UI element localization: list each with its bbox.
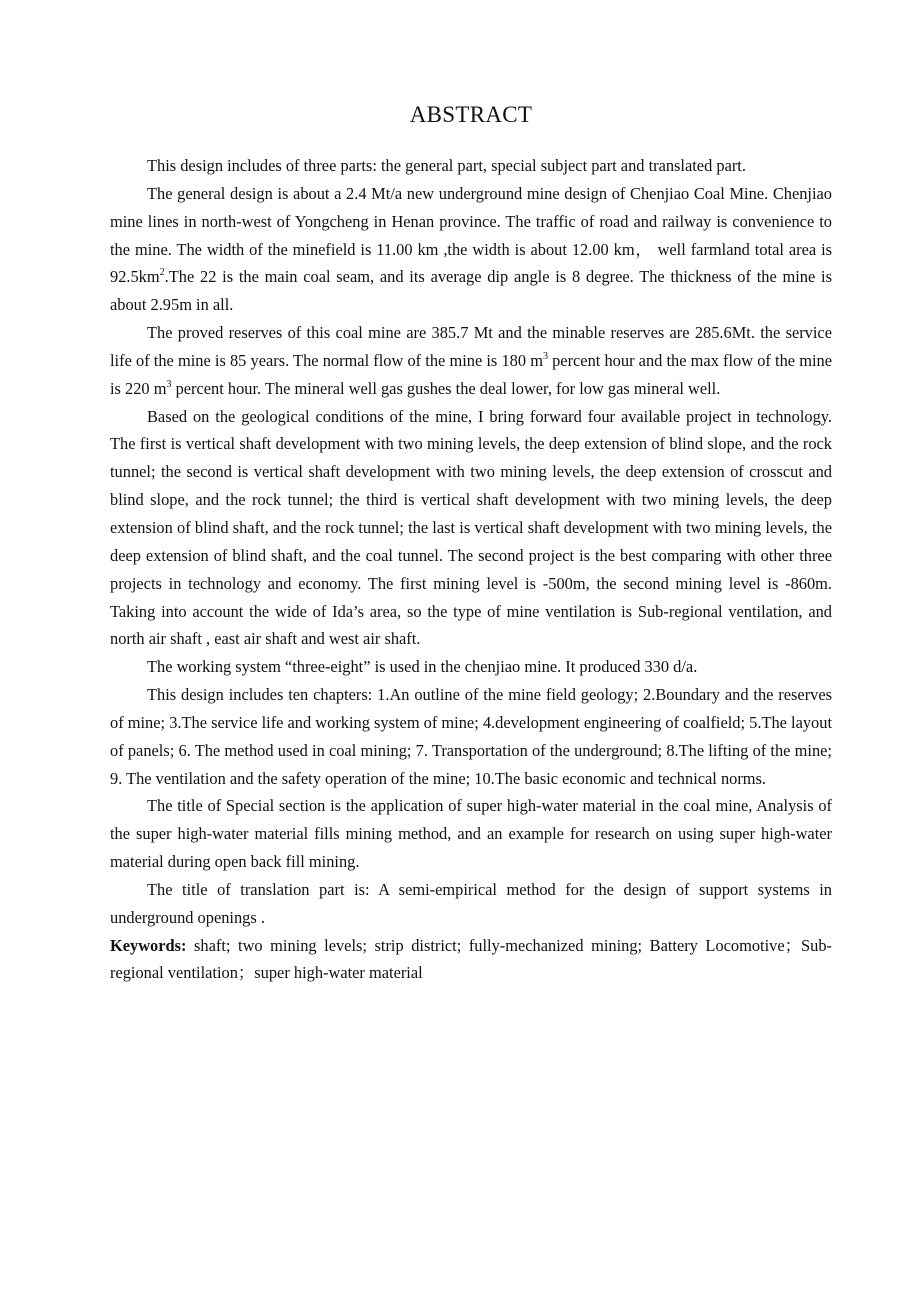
superscript-area-unit: 2 (159, 267, 165, 279)
abstract-page (110, 100, 832, 987)
paragraph-translation (110, 876, 832, 932)
paragraph-working-system (110, 653, 832, 681)
paragraph-chapters-text: This design includes ten chapters: 1.An outline of the mine field geology; 2.Boundary and the reserves of mine; 3.The service life and working system of mine; 4.development engineering of coalfield; 5.The layout of panels; 6. The method used in coal mining; 7. Transportation of the underground; 8.The lifting of the mine; 9. The ventilation and the safety operation of the mine; 10.The basic economic and technical norms. (110, 685, 832, 788)
paragraph-chapters (110, 681, 832, 792)
superscript-volume-unit-1: 3 (542, 350, 548, 362)
superscript-volume-unit-2: 3 (166, 378, 172, 390)
paragraph-general-design (110, 180, 832, 319)
paragraph-special-section-text: The title of Special section is the application of super high-water material in the coal mine, Analysis of the super high-water material fills mining method, and an example for research on using super high-water material during open back fill mining. (110, 796, 832, 872)
paragraph-special-section (110, 792, 832, 876)
paragraph-reserves-text-b: percent hour and the max flow of the mine is 220 m (110, 350, 832, 398)
paragraph-translation-text: The title of translation part is: A semi-empirical method for the design of support systems in underground openings . (110, 879, 832, 927)
paragraph-general-design-text-b: .The 22 is the main coal seam, and its average dip angle is 8 degree. The thickness of the mine is about 2.95m in all. (110, 267, 832, 315)
paragraph-overview-text: This design includes of three parts: the general part, special subject part and translated part. (147, 156, 746, 175)
keywords-label: Keywords: (110, 935, 187, 955)
paragraph-reserves-text-c: percent hour. The mineral well gas gushes the deal lower, for low gas mineral well. (171, 378, 721, 398)
page-title: ABSTRACT (409, 102, 533, 127)
paragraph-working-system-text: The working system “three-eight” is used in the chenjiao mine. It produced 330 d/a. (147, 657, 698, 677)
keywords-line (110, 932, 832, 988)
paragraph-projects-text: Based on the geological conditions of the mine, I bring forward four available project in technology. The first is vertical shaft development with two mining levels, the deep extension of blind slope, and the rock tunnel; the second is vertical shaft development with two mining levels, the deep extension of crosscut and blind slope, and the rock tunnel; the third is vertical shaft development with two mining levels, the deep extension of blind shaft, and the rock tunnel; the last is vertical shaft development with two mining levels, the deep extension of blind shaft, and the coal tunnel. The second project is the best comparing with other three projects in technology and economy. The first mining level is -500m, the second mining level is -860m. Taking into account the wide of Ida’s area, so the type of mine ventilation is Sub-regional ventilation, and north air shaft , east air shaft and west air shaft. (110, 406, 832, 649)
paragraph-overview (110, 152, 832, 180)
paragraph-general-design-text-a: The general design is about a 2.4 Mt/a new underground mine design of Chenjiao Coal Mine. Chenjiao mine lines in north-west of Yongcheng in Henan province. The traffic of road and railway is convenience to the mine. The width of the minefield is 11.00 km ,the width is about 12.00 km， well farmland total area is 92.5km (110, 183, 832, 287)
keywords-text: shaft; two mining levels; strip district; fully-mechanized mining; Battery Locomotive；Sub-regional ventilation；super high-water material (110, 935, 832, 983)
paragraph-reserves (110, 319, 832, 403)
paragraph-projects (110, 403, 832, 654)
paragraph-reserves-text-a: The proved reserves of this coal mine are 385.7 Mt and the minable reserves are 285.6Mt. the service life of the mine is 85 years. The normal flow of the mine is 180 m (110, 323, 832, 370)
